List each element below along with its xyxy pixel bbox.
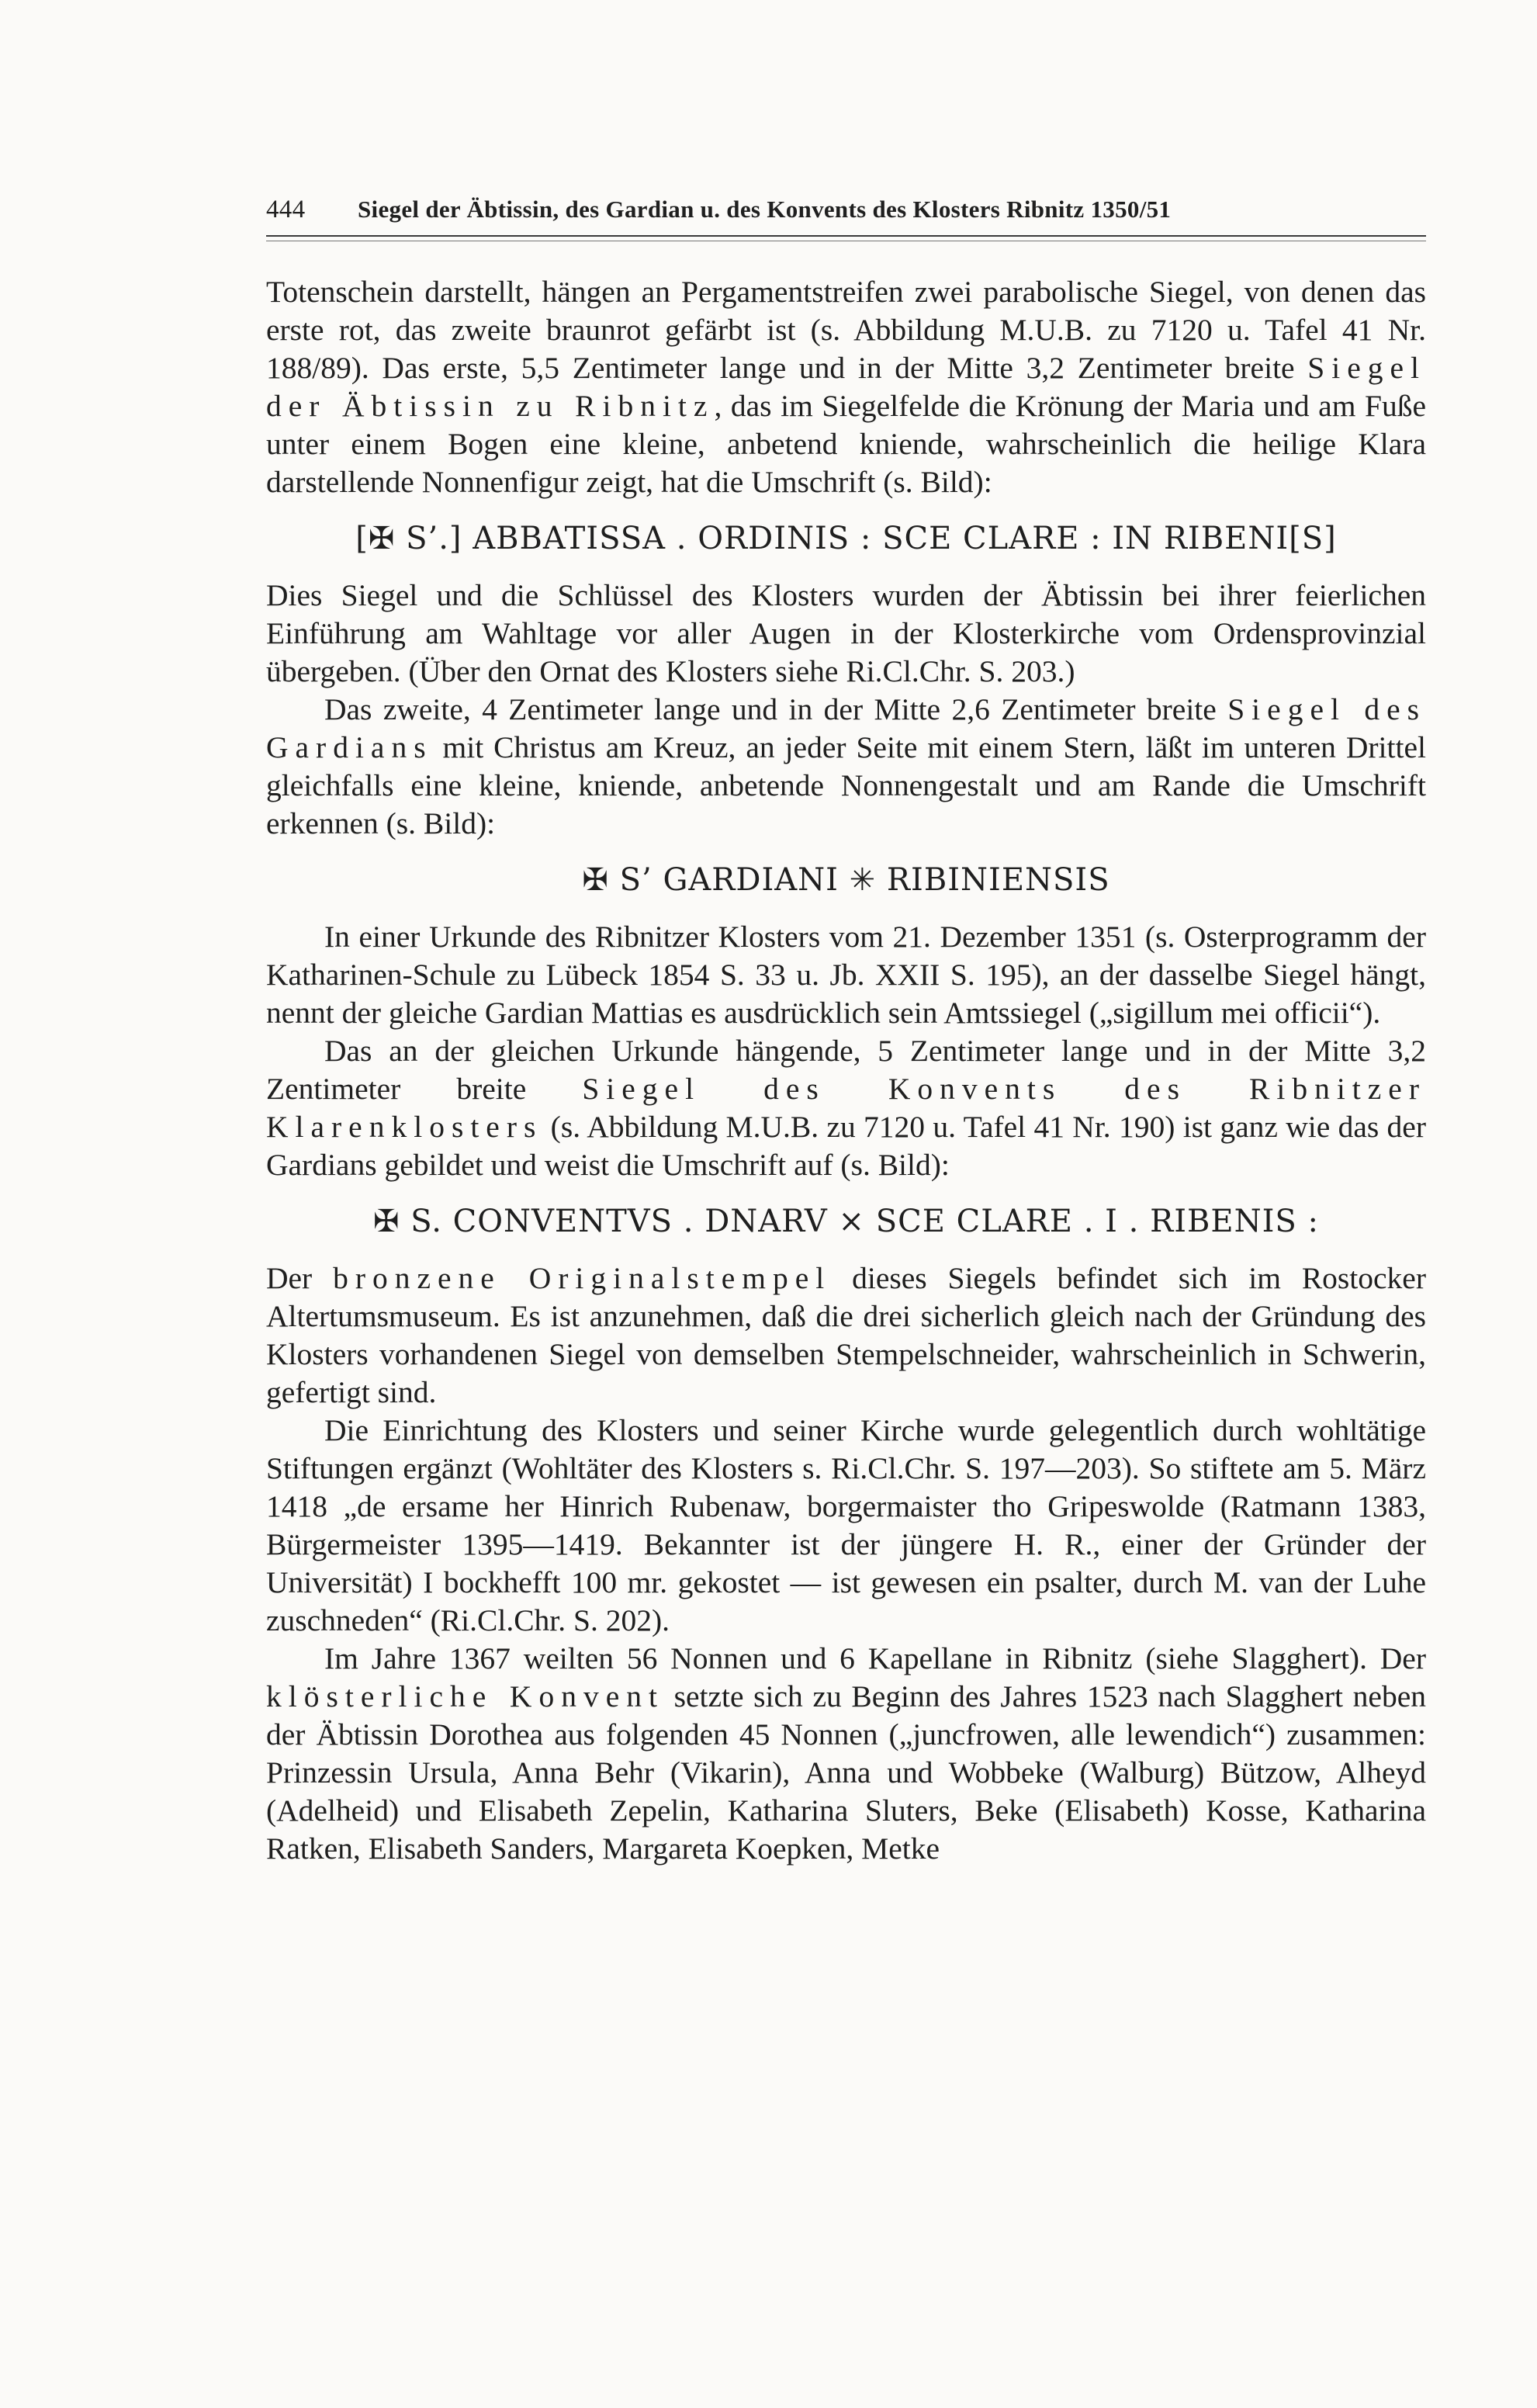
text-run: Das an der gleichen Urkunde hängende, 5 Zentimeter lange und in der Mitte 3,2 Zentimeter breite [266, 1034, 1426, 1106]
text-run: Der [266, 1261, 334, 1295]
text-run: (s. Abbildung M.U.B. zu 7120 u. Tafel 41 Nr. 190) ist ganz wie das der Gardians gebildet und weist die Umschrift auf (s. Bild): [266, 1110, 1426, 1182]
paragraph: Dies Siegel und die Schlüssel des Klosters wurden der Äbtissin bei ihrer feierlichen Einführung am Wahltage vor aller Augen in der Klosterkirche vom Ordensprovinzial übergeben. (Über den Ornat des Klosters siehe Ri.Cl.Chr. S. 203.) [266, 578, 1426, 688]
spaced-emphasis: Siegel der Äbtissin zu Ribnitz [266, 351, 1426, 423]
text-run: , das im Siegelfelde die Krönung der Maria und am Fuße unter einem Bogen eine kleine, anbetend kniende, wahrscheinlich die heilige Klara darstellende Nonnenfigur zeigt, hat die Umschrift (s. Bild): [266, 389, 1427, 499]
spaced-emphasis: Siegel des Gardians [266, 692, 1426, 764]
text-run: Totenschein darstellt, hängen an Pergamentstreifen zwei parabolische Siegel, von denen das erste rot, das zweite braunrot gefärbt ist (s. Abbildung M.U.B. zu 7120 u. Tafel 41 Nr. 188/89). Das erste, 5,5 Zentimeter lange und in der Mitte 3,2 Zentimeter breite [266, 275, 1426, 385]
seal-inscription-gardian: ✠ S’ GARDIANI ✳ RIBINIENSIS [582, 862, 1110, 898]
running-title: Siegel der Äbtissin, des Gardian u. des Konvents des Klosters Ribnitz 1350/51 [358, 196, 1172, 223]
paragraph [266, 691, 1426, 843]
page-number: 444 [266, 196, 306, 223]
seal-inscription-abbess: [✠ S’.] ABBATISSA . ORDINIS : SCE CLARE : IN RIBENI[S] [355, 521, 1337, 556]
paragraph [266, 273, 1426, 501]
spaced-emphasis: bronzene Originalstempel [333, 1261, 832, 1295]
text-run: setzte sich zu Beginn des Jahres 1523 nach Slagghert neben der Äbtissin Dorothea aus folgenden 45 Nonnen („juncfrowen, alle lewendich“) zusammen: Prinzessin Ursula, Anna Behr (Vikarin), Anna und Wobbeke (Walburg) Bützow, Alheyd (Adelheid) und Elisabeth Zepelin, Katharina Sluters, Beke (Elisabeth) Kosse, Katharina Ratken, Elisabeth Sanders, Margareta Koepken, Metke [266, 1679, 1426, 1866]
paragraph [266, 1640, 1426, 1868]
header-rule [266, 235, 1426, 237]
paragraph: In einer Urkunde des Ribnitzer Klosters vom 21. Dezember 1351 (s. Osterprogramm der Katharinen-Schule zu Lübeck 1854 S. 33 u. Jb. XXII S. 195), an der dasselbe Siegel hängt, nennt der gleiche Gardian Mattias es ausdrücklich sein Amtssiegel („sigillum mei officii“). [266, 920, 1426, 1030]
text-run: Im Jahre 1367 weilten 56 Nonnen und 6 Kapellane in Ribnitz (siehe Slagghert). Der [324, 1641, 1426, 1675]
paragraph: Die Einrichtung des Klosters und seiner Kirche wurde gelegentlich durch wohltätige Stiftungen ergänzt (Wohltäter des Klosters s. Ri.Cl.Chr. S. 197—203). So stiftete am 5. März 1418 „de ersame her Hinrich Rubenaw, borgermaister tho Gripeswolde (Ratmann 1383, Bürgermeister 1395—1419. Bekannter ist der jüngere H. R., einer der Gründer der Universität) I bockhefft 100 mr. gekostet — ist gewesen ein psalter, durch M. van der Luhe zuschneden“ (Ri.Cl.Chr. S. 202). [266, 1413, 1426, 1637]
spaced-emphasis: Siegel des Konvents des Ribnitzer Klarenklosters [266, 1072, 1426, 1144]
seal-inscription-convent: ✠ S. CONVENTVS . DNARV × SCE CLARE . I . RIBENIS : [372, 1204, 1319, 1239]
running-header [266, 196, 1426, 224]
text-run: mit Christus am Kreuz, an jeder Seite mit einem Stern, läßt im unteren Drittel gleichfalls eine kleine, kniende, anbetende Nonnengestalt und am Rande die Umschrift erkennen (s. Bild): [266, 730, 1426, 840]
spaced-emphasis: klösterliche Konvent [266, 1679, 664, 1713]
body-text [266, 273, 1426, 1868]
paragraph [266, 1032, 1426, 1184]
text-run: Das zweite, 4 Zentimeter lange und in der Mitte 2,6 Zentimeter breite [324, 692, 1228, 726]
paragraph [266, 1259, 1426, 1412]
text-run: dieses Siegels befindet sich im Rostocker Altertumsmuseum. Es ist anzunehmen, daß die drei sicherlich gleich nach der Gründung des Klosters vorhandenen Siegel von demselben Stempelschneider, wahrscheinlich in Schwerin, gefertigt sind. [266, 1261, 1426, 1409]
